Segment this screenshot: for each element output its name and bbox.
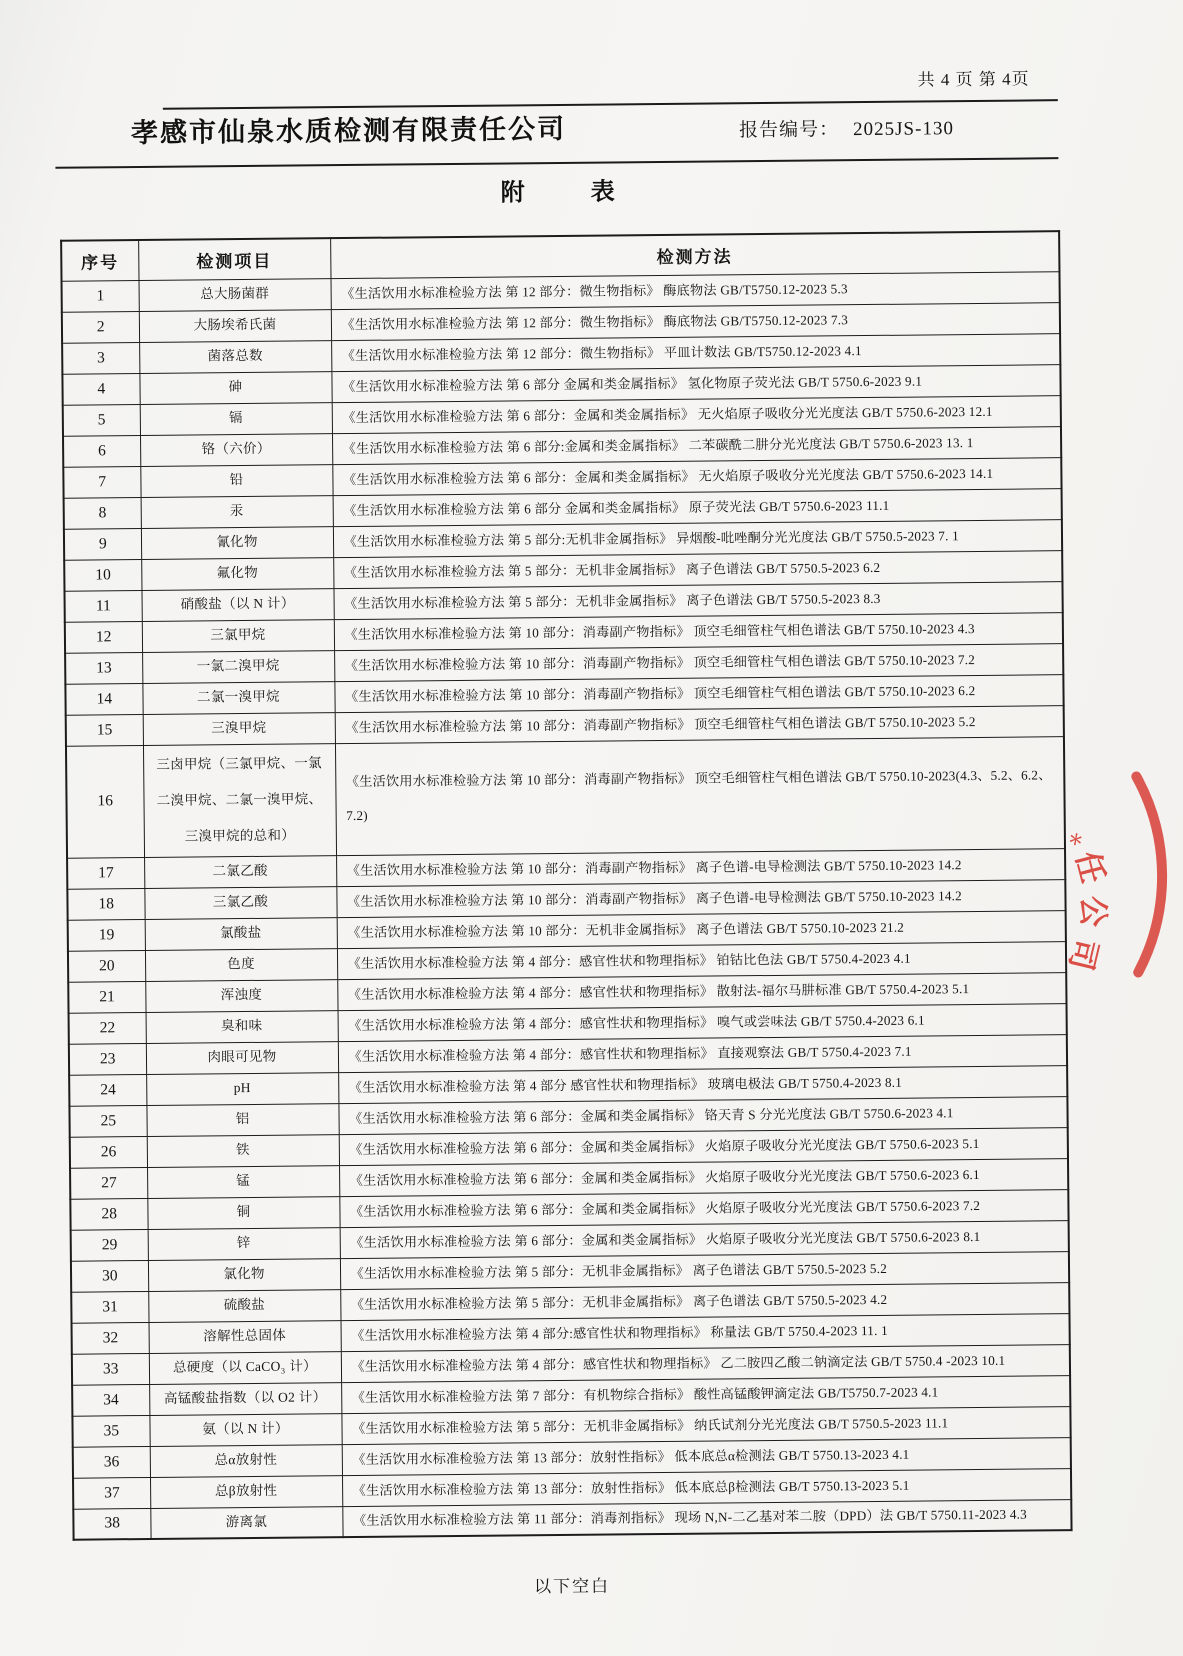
row-item: 溶解性总固体 — [149, 1320, 341, 1353]
row-serial: 18 — [67, 888, 144, 920]
row-item: 三卤甲烷（三氯甲烷、一氯二溴甲烷、二氯一溴甲烷、三溴甲烷的总和） — [143, 743, 336, 857]
row-method: 《生活饮用水标准检验方法 第 10 部分：消毒副产物指标》 顶空毛细管柱气相色谱法 GB/T 5750.10-2023 7.2 — [334, 643, 1063, 681]
header-rule-bottom — [55, 157, 1058, 169]
row-item: 菌落总数 — [139, 340, 331, 373]
row-item: 氰化物 — [141, 526, 333, 559]
column-header-item: 检测项目 — [138, 238, 330, 280]
row-method: 《生活饮用水标准检验方法 第 5 部分：无机非金属指标》 离子色谱法 GB/T 5750.5-2023 4.2 — [340, 1282, 1069, 1320]
row-method: 《生活饮用水标准检验方法 第 6 部分：金属和类金属指标》 火焰原子吸收分光光度法 GB/T 5750.6-2023 7.2 — [339, 1189, 1068, 1227]
row-item: 总α放射性 — [150, 1444, 342, 1477]
row-item: 氯酸盐 — [145, 917, 337, 950]
row-item: 高锰酸盐指数（以 O2 计） — [149, 1382, 341, 1415]
row-method: 《生活饮用水标准检验方法 第 5 部分：无机非金属指标》 离子色谱法 GB/T 5750.5-2023 8.3 — [333, 581, 1062, 619]
row-serial: 12 — [65, 621, 142, 653]
row-serial: 26 — [70, 1136, 147, 1168]
row-item: 总硬度（以 CaCO₃ 计） — [149, 1351, 341, 1384]
row-item: 镉 — [140, 402, 332, 435]
report-number-label: 报告编号： — [739, 119, 840, 142]
row-method: 《生活饮用水标准检验方法 第 10 部分：消毒副产物指标》 离子色谱-电导检测法 GB/T 5750.10-2023 14.2 — [336, 848, 1065, 886]
row-item: 铝 — [146, 1103, 338, 1136]
row-item: 总β放射性 — [150, 1475, 342, 1508]
row-method: 《生活饮用水标准检验方法 第 4 部分：感官性状和物理指标》 嗅气或尝味法 GB/T 5750.4-2023 6.1 — [338, 1003, 1067, 1041]
row-item: 铬（六价） — [140, 433, 332, 466]
doc-title: 附 表 — [500, 179, 617, 207]
row-serial: 1 — [62, 280, 139, 312]
row-serial: 4 — [62, 373, 139, 405]
row-method: 《生活饮用水标准检验方法 第 6 部分：金属和类金属指标》 火焰原子吸收分光光度法 GB/T 5750.6-2023 6.1 — [339, 1158, 1068, 1196]
header-rule-top — [163, 99, 1058, 110]
seal-char-1: 任 — [1069, 848, 1111, 887]
row-method: 《生活饮用水标准检验方法 第 7 部分：有机物综合指标》 酸性高锰酸钾滴定法 GB/T5750.7-2023 4.1 — [341, 1375, 1070, 1413]
row-serial: 5 — [63, 404, 140, 436]
row-item: 硝酸盐（以 N 计） — [141, 588, 333, 621]
row-item: 肉眼可见物 — [146, 1041, 338, 1074]
row-serial: 6 — [63, 435, 140, 467]
row-item: 二氯乙酸 — [144, 855, 336, 888]
row-item: 总大肠菌群 — [139, 278, 331, 311]
row-serial: 7 — [63, 466, 140, 498]
row-serial: 16 — [66, 745, 144, 858]
seal-char-3: 司 — [1062, 935, 1105, 974]
row-item: 臭和味 — [146, 1010, 338, 1043]
row-serial: 17 — [67, 857, 144, 889]
table-body — [62, 271, 1072, 1540]
row-item: 浑浊度 — [145, 979, 337, 1012]
row-item: 三氯乙酸 — [144, 886, 336, 919]
row-method: 《生活饮用水标准检验方法 第 4 部分：感官性状和物理指标》 散射法-福尔马肼标准 GB/T 5750.4-2023 5.1 — [337, 972, 1066, 1010]
row-method: 《生活饮用水标准检验方法 第 13 部分：放射性指标》 低本底总β检测法 GB/T 5750.13-2023 5.1 — [342, 1468, 1071, 1506]
row-serial: 21 — [68, 981, 145, 1013]
row-method: 《生活饮用水标准检验方法 第 6 部分:金属和类金属指标》 二苯碳酰二肼分光光度法 GB/T 5750.6-2023 13. 1 — [332, 426, 1061, 464]
row-method: 《生活饮用水标准检验方法 第 6 部分：金属和类金属指标》 无火焰原子吸收分光光度法 GB/T 5750.6-2023 14.1 — [332, 457, 1061, 495]
row-serial: 3 — [62, 342, 139, 374]
row-method: 《生活饮用水标准检验方法 第 6 部分：金属和类金属指标》 火焰原子吸收分光光度法 GB/T 5750.6-2023 8.1 — [340, 1220, 1069, 1258]
row-serial: 31 — [71, 1291, 148, 1323]
row-method: 《生活饮用水标准检验方法 第 5 部分:无机非金属指标》 异烟酸-吡唑酮分光光度法 GB/T 5750.5-2023 7. 1 — [333, 519, 1062, 557]
row-serial: 22 — [69, 1012, 146, 1044]
row-item: 氯化物 — [148, 1258, 340, 1291]
row-method: 《生活饮用水标准检验方法 第 6 部分：金属和类金属指标》 火焰原子吸收分光光度法 GB/T 5750.6-2023 5.1 — [339, 1127, 1068, 1165]
row-item: 硫酸盐 — [148, 1289, 340, 1322]
row-method: 《生活饮用水标准检验方法 第 11 部分：消毒剂指标》 现场 N,N-二乙基对苯二胺（DPD）法 GB/T 5750.11-2023 4.3 — [342, 1499, 1071, 1537]
row-item: 大肠埃希氏菌 — [139, 309, 331, 342]
row-serial: 36 — [73, 1446, 150, 1478]
row-serial: 28 — [70, 1198, 147, 1230]
row-serial: 15 — [66, 714, 143, 746]
row-serial: 10 — [64, 559, 141, 591]
row-serial: 30 — [71, 1260, 148, 1292]
row-method: 《生活饮用水标准检验方法 第 4 部分 感官性状和物理指标》 玻璃电极法 GB/T 5750.4-2023 8.1 — [338, 1065, 1067, 1103]
row-method: 《生活饮用水标准检验方法 第 10 部分：消毒副产物指标》 顶空毛细管柱气相色谱法 GB/T 5750.10-2023(4.3、5.2、6.2、7.2) — [335, 736, 1065, 855]
row-method: 《生活饮用水标准检验方法 第 10 部分：消毒副产物指标》 顶空毛细管柱气相色谱法 GB/T 5750.10-2023 4.3 — [334, 612, 1063, 650]
row-method: 《生活饮用水标准检验方法 第 6 部分 金属和类金属指标》 氢化物原子荧光法 GB/T 5750.6-2023 9.1 — [331, 364, 1060, 402]
row-serial: 23 — [69, 1043, 146, 1075]
row-item: 氨（以 N 计） — [149, 1413, 341, 1446]
row-serial: 19 — [68, 919, 145, 951]
report-number-value: 2025JS-130 — [853, 118, 955, 141]
row-serial: 11 — [64, 590, 141, 622]
row-item: 锌 — [148, 1227, 340, 1260]
seal-star-glyph: ＊ — [1064, 829, 1085, 850]
row-method: 《生活饮用水标准检验方法 第 5 部分：无机非金属指标》 离子色谱法 GB/T 5750.5-2023 6.2 — [333, 550, 1062, 588]
row-serial: 13 — [65, 652, 142, 684]
row-serial: 25 — [69, 1105, 146, 1137]
row-method: 《生活饮用水标准检验方法 第 4 部分：感官性状和物理指标》 直接观察法 GB/T 5750.4-2023 7.1 — [338, 1034, 1067, 1072]
row-item: 三氯甲烷 — [142, 619, 334, 652]
row-serial: 38 — [73, 1508, 150, 1540]
row-serial: 35 — [72, 1415, 149, 1447]
row-serial: 32 — [72, 1322, 149, 1354]
row-serial: 8 — [64, 497, 141, 529]
row-method: 《生活饮用水标准检验方法 第 13 部分：放射性指标》 低本底总α检测法 GB/T 5750.13-2023 4.1 — [342, 1437, 1071, 1475]
row-method: 《生活饮用水标准检验方法 第 4 部分：感官性状和物理指标》 铂钴比色法 GB/T 5750.4-2023 4.1 — [337, 941, 1066, 979]
row-method: 《生活饮用水标准检验方法 第 10 部分：无机非金属指标》 离子色谱法 GB/T 5750.10-2023 21.2 — [337, 910, 1066, 948]
methods-table — [60, 230, 1072, 1541]
row-serial: 33 — [72, 1353, 149, 1385]
row-serial: 20 — [68, 950, 145, 982]
row-serial: 37 — [73, 1477, 150, 1509]
row-serial: 24 — [69, 1074, 146, 1106]
row-serial: 34 — [72, 1384, 149, 1416]
page-indicator: 共 4 页 第 4页 — [917, 69, 1030, 90]
row-method: 《生活饮用水标准检验方法 第 5 部分：无机非金属指标》 纳氏试剂分光光度法 GB/T 5750.5-2023 11.1 — [341, 1406, 1070, 1444]
row-method: 《生活饮用水标准检验方法 第 4 部分：感官性状和物理指标》 乙二胺四乙酸二钠滴定法 GB/T 5750.4 -2023 10.1 — [341, 1344, 1070, 1382]
row-item: 汞 — [141, 495, 333, 528]
row-serial: 14 — [65, 683, 142, 715]
row-item: 铁 — [147, 1134, 339, 1167]
row-method: 《生活饮用水标准检验方法 第 10 部分：消毒副产物指标》 顶空毛细管柱气相色谱法 GB/T 5750.10-2023 5.2 — [335, 705, 1064, 743]
row-serial: 9 — [64, 528, 141, 560]
company-name: 孝感市仙泉水质检测有限责任公司 — [130, 113, 567, 149]
row-method: 《生活饮用水标准检验方法 第 5 部分：无机非金属指标》 离子色谱法 GB/T 5750.5-2023 5.2 — [340, 1251, 1069, 1289]
row-serial: 2 — [62, 311, 139, 343]
footer-note: 以下空白 — [533, 1576, 611, 1597]
row-item: 二氯一溴甲烷 — [142, 681, 334, 714]
row-method: 《生活饮用水标准检验方法 第 10 部分：消毒副产物指标》 离子色谱-电导检测法 GB/T 5750.10-2023 14.2 — [336, 879, 1065, 917]
row-item: 氟化物 — [141, 557, 333, 590]
seal-char-2: 公 — [1075, 895, 1111, 928]
row-method: 《生活饮用水标准检验方法 第 12 部分：微生物指标》 酶底物法 GB/T5750.12-2023 7.3 — [331, 302, 1060, 340]
row-item: 锰 — [147, 1165, 339, 1198]
row-method: 《生活饮用水标准检验方法 第 12 部分：微生物指标》 平皿计数法 GB/T5750.12-2023 4.1 — [331, 333, 1060, 371]
report-number — [739, 113, 954, 142]
row-method: 《生活饮用水标准检验方法 第 4 部分:感官性状和物理指标》 称量法 GB/T 5750.4-2023 11. 1 — [341, 1313, 1070, 1351]
row-item: 游离氯 — [150, 1506, 342, 1539]
row-item: 铅 — [140, 464, 332, 497]
row-serial: 29 — [71, 1229, 148, 1261]
row-item: 三溴甲烷 — [143, 712, 335, 745]
row-item: pH — [146, 1072, 338, 1105]
column-header-method: 检测方法 — [330, 231, 1059, 278]
row-item: 一氯二溴甲烷 — [142, 650, 334, 683]
row-serial: 27 — [70, 1167, 147, 1199]
row-method: 《生活饮用水标准检验方法 第 6 部分 金属和类金属指标》 原子荧光法 GB/T 5750.6-2023 11.1 — [333, 488, 1062, 526]
row-method: 《生活饮用水标准检验方法 第 12 部分：微生物指标》 酶底物法 GB/T5750.12-2023 5.3 — [331, 271, 1060, 309]
column-header-serial: 序号 — [61, 240, 138, 281]
row-method: 《生活饮用水标准检验方法 第 6 部分：金属和类金属指标》 无火焰原子吸收分光光度法 GB/T 5750.6-2023 12.1 — [332, 395, 1061, 433]
row-method: 《生活饮用水标准检验方法 第 6 部分：金属和类金属指标》 铬天青 S 分光光度法 GB/T 5750.6-2023 4.1 — [338, 1096, 1067, 1134]
row-method: 《生活饮用水标准检验方法 第 10 部分：消毒副产物指标》 顶空毛细管柱气相色谱法 GB/T 5750.10-2023 6.2 — [334, 674, 1063, 712]
table-row — [66, 736, 1065, 858]
row-item: 色度 — [145, 948, 337, 981]
row-item: 砷 — [139, 371, 331, 404]
row-item: 铜 — [147, 1196, 339, 1229]
